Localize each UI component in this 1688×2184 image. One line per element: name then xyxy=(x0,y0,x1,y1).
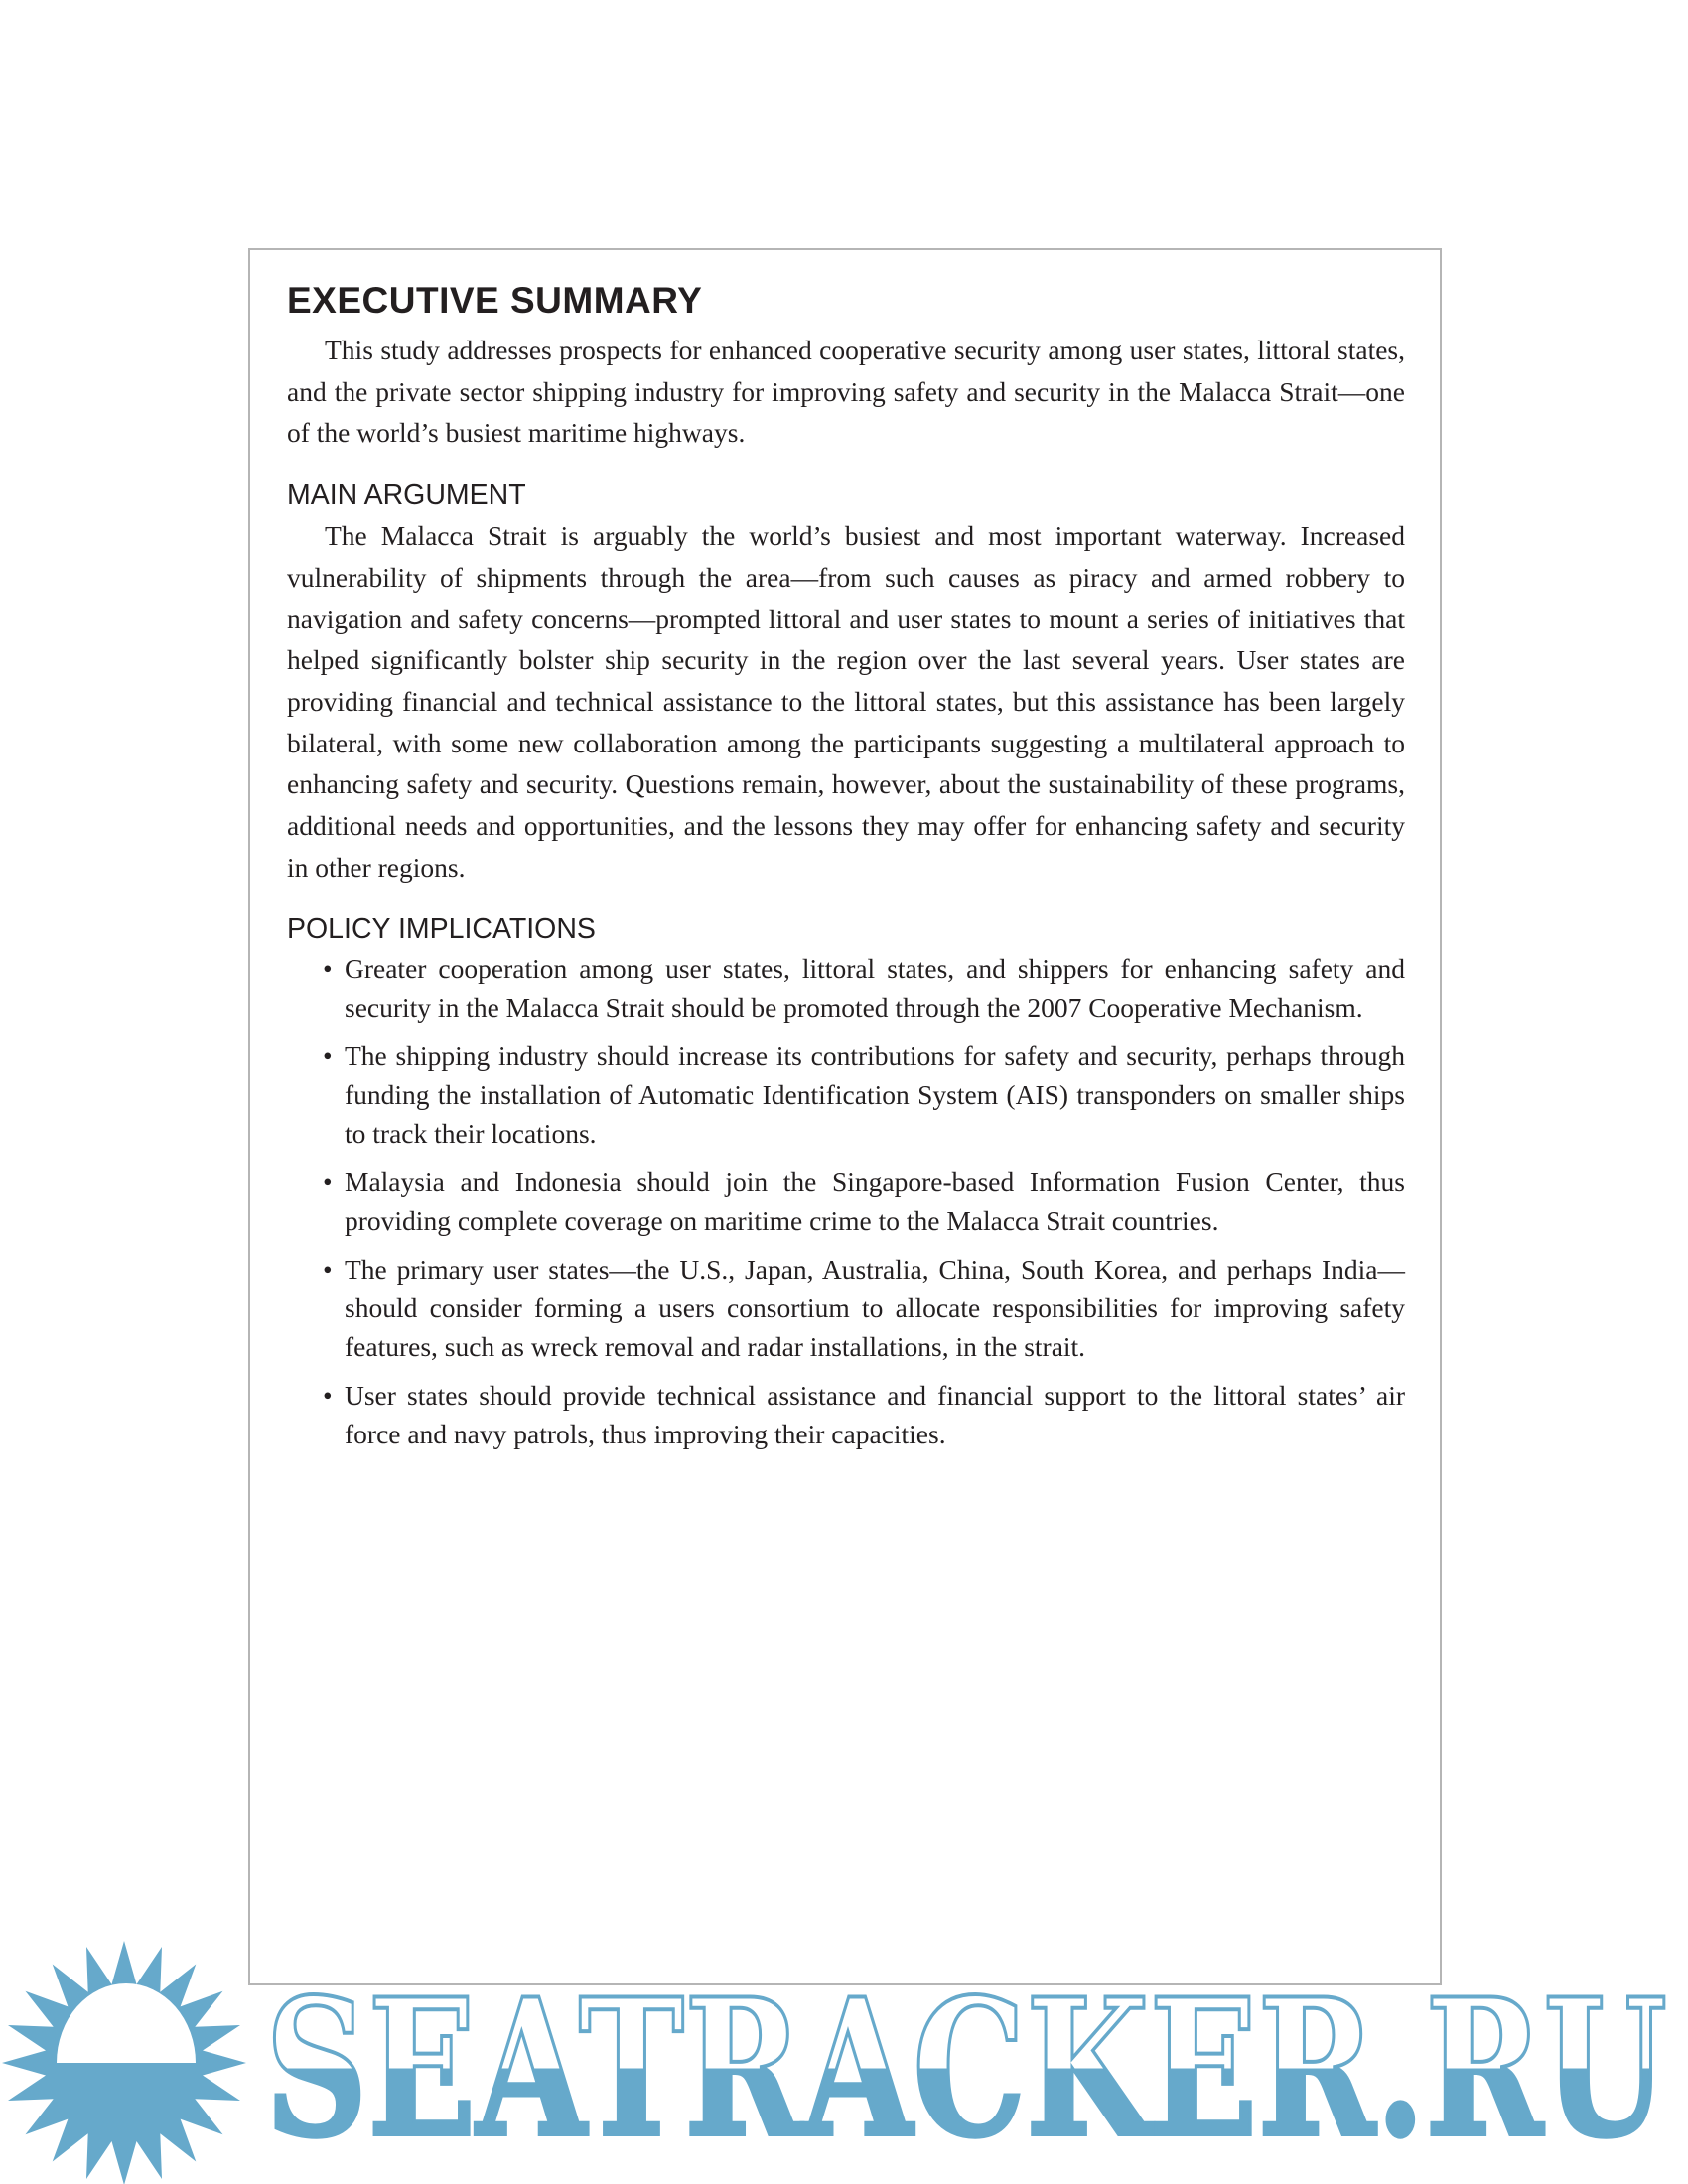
sun-icon xyxy=(2,1941,246,2184)
list-item xyxy=(287,949,1405,1026)
main-argument-heading: MAIN ARGUMENT xyxy=(287,479,526,512)
intro-paragraph: This study addresses prospects for enhanced cooperative security among user states, littoral states, and the private sector shipping industry for improving safety and security in the Malacca Strait—one of the world’s busiest maritime highways. xyxy=(287,335,1405,449)
main-argument-paragraph: The Malacca Strait is arguably the world’s busiest and most important waterway. Increased vulnerability of shipments through the area—from such causes as piracy and armed robbery to navigation and safety concerns—prompted littoral and user states to mount a series of initiatives that helped significantly bolster ship security in the region over the last several years. User states are providing financial and technical assistance to the littoral states, but this assistance has been largely bilateral, with some new collaboration among the participants suggesting a multilateral approach to enhancing safety and security. Questions remain, however, about the sustainability of these programs, additional needs and opportunities, and the lessons they may offer for enhancing safety and security in other regions. xyxy=(287,520,1405,883)
policy-heading: POLICY IMPLICATIONS xyxy=(287,913,596,946)
bullet: • xyxy=(323,953,333,985)
policy-section xyxy=(287,909,1405,1453)
watermark-text: SEATRACKER.RU xyxy=(265,1958,1667,2179)
page-title: EXECUTIVE SUMMARY xyxy=(287,280,703,321)
list-item-text: The shipping industry should increase its contributions for safety and security, perhaps through funding the installation of Automatic Identification System (AIS) transponders on smaller ships to track their locations. xyxy=(345,1040,1405,1150)
bullet: • xyxy=(323,1040,333,1072)
main-argument-section xyxy=(287,476,1405,887)
list-item xyxy=(287,1250,1405,1366)
bullet: • xyxy=(323,1166,333,1198)
list-item-text: The primary user states—the U.S., Japan, Australia, China, South Korea, and perhaps India—should consider forming a users consortium to allocate responsibilities for improving safety features, such as wreck removal and radar installations, in the strait. xyxy=(345,1254,1405,1363)
list-item xyxy=(287,1376,1405,1453)
page-content xyxy=(287,280,1405,1463)
list-item-text: Malaysia and Indonesia should join the Singapore-based Information Fusion Center, thus providing complete coverage on maritime crime to the Malacca Strait countries. xyxy=(345,1166,1405,1237)
watermark-logo xyxy=(0,1936,1688,2184)
bullet: • xyxy=(323,1380,333,1412)
bullet: • xyxy=(323,1254,333,1286)
list-item-text: Greater cooperation among user states, littoral states, and shippers for enhancing safety and security in the Malacca Strait should be promoted through the 2007 Cooperative Mechanism. xyxy=(345,953,1405,1024)
list-item xyxy=(287,1162,1405,1240)
policy-list xyxy=(287,949,1405,1453)
list-item-text: User states should provide technical assistance and financial support to the littoral states’ air force and navy patrols, thus improving their capacities. xyxy=(345,1380,1405,1450)
list-item xyxy=(287,1036,1405,1153)
